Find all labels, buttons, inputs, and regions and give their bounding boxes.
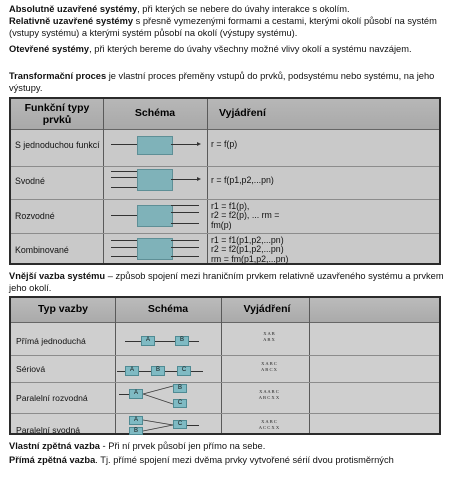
table-row-name: Sériová <box>16 364 46 374</box>
table-row-name: Paralelní svodná <box>16 425 81 435</box>
table-row-name: Kombinované <box>15 245 69 255</box>
row-divider <box>11 355 439 356</box>
para-transform: Transformační proces je vlastní proces přeměny vstupů do prvků, podsystému nebo systému, na jeho výstupy. <box>9 71 435 94</box>
table-row-expr: X A B C A B C X <box>261 361 277 372</box>
table-row-name: Svodné <box>15 176 45 186</box>
para-absolute: Absolutně uzavřené systémy, při kterých se nebere do úvahy interakce s okolím. <box>9 4 350 14</box>
table-link-types: Typ vazby Schéma Vyjádření Přímá jednoduchá A B X A B A B X Sériová A B C X A B C A B C X Paralelní rozvodná A B C X A A B C A B C X X Paralelní svodná A B C X A B C A C C X X <box>9 296 441 435</box>
table-row-expr: r1 = f1(p), r2 = f2(p), ... rm = fm(p) <box>211 201 280 230</box>
table-row-name: Rozvodné <box>15 211 55 221</box>
row-divider <box>11 166 439 167</box>
para-own-feedback: Vlastní zpětná vazba - Při ní prvek působí jen přímo na sebe. <box>9 441 266 451</box>
col-header-schema: Schéma <box>134 107 176 119</box>
col-divider <box>103 99 104 263</box>
row-divider <box>11 382 439 383</box>
para-external-link: Vnější vazba systému – způsob spojení mezi hraničním prvkem relativně uzavřeného systému a prvkem jeho okolí. <box>9 271 444 294</box>
table-row-expr: X A A B C A B C X X <box>258 389 280 400</box>
table-row-expr: X A B A B X <box>263 331 275 342</box>
table-row-expr: r1 = f1(p1,p2,...pn) r2 = f2(p1,p2,...pn) rm = fm(p1,p2,...pn) <box>211 235 289 264</box>
col-header-expr: Vyjádření <box>219 107 266 119</box>
col-header-schema: Schéma <box>147 303 189 315</box>
table-row-name: S jednoduchou funkcí <box>15 140 100 150</box>
para-relative: Relativně uzavřené systémy s přesně vymezenými formami a cestami, kterými okolí působí na systém (vstupy systému) a kterými systém působí na okolí (výstupy systému). <box>9 16 437 39</box>
table-row-name: Přímá jednoduchá <box>16 336 86 346</box>
table-row-expr: r = f(p) <box>211 139 238 149</box>
table-row-name: Paralelní rozvodná <box>16 393 88 403</box>
row-divider <box>11 413 439 414</box>
table-element-types <box>9 97 441 265</box>
col-header-expr: Vyjádření <box>243 303 291 315</box>
table-row-expr: X A B C A C C X X <box>258 419 280 430</box>
para-open: Otevřené systémy, při kterých bereme do úvahy všechny možné vlivy okolí a systému navzájem. <box>9 44 412 54</box>
table-row-expr: r = f(p1,p2,...pn) <box>211 175 274 185</box>
col-divider <box>207 99 208 263</box>
col-header-types: Funkční typy prvků <box>24 102 90 126</box>
col-header-link-type: Typ vazby <box>38 303 88 315</box>
row-divider <box>11 233 439 234</box>
row-divider <box>11 199 439 200</box>
para-direct-feedback: Přímá zpětná vazba. Tj. přímé spojení mezi dvěma prvky vytvořené sérií dvou protisměrných <box>9 455 394 465</box>
